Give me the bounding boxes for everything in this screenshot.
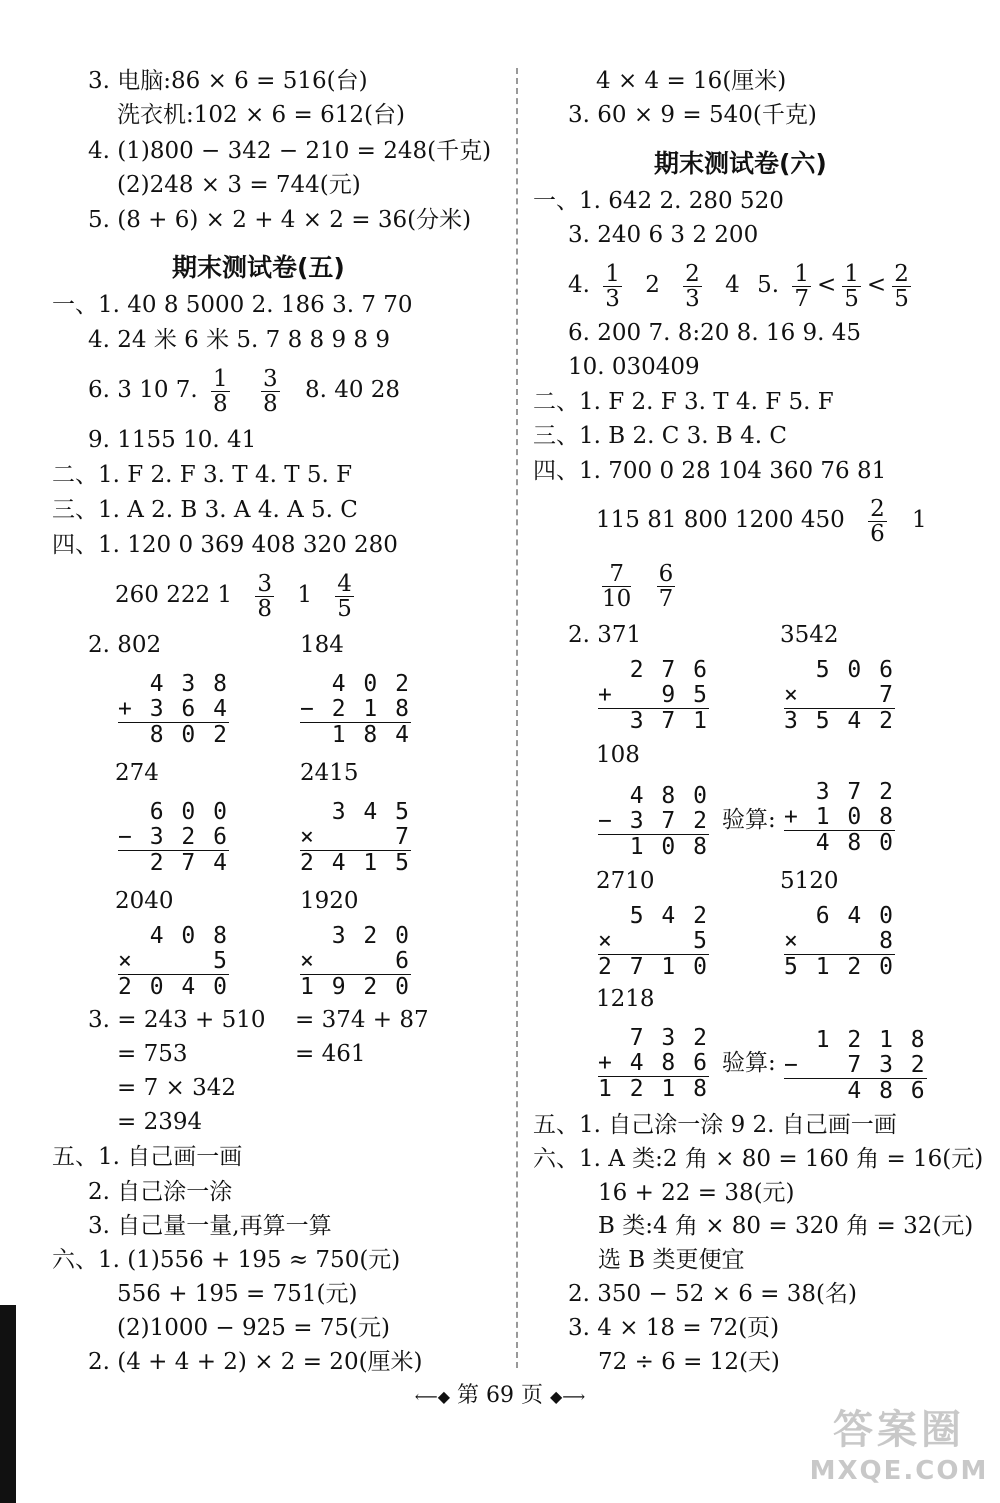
exam6-part1-e: 10. 030409: [568, 354, 700, 380]
numerator: 1: [794, 260, 809, 287]
exam5-part5-c: 3. 自己量一量,再算一算: [88, 1213, 332, 1239]
denominator: 3: [685, 285, 700, 312]
exam5-part1-a: 一、1. 40 8 5000 2. 186 3. 7 70: [52, 292, 413, 318]
exam6-part1-d: 6. 200 7. 8:20 8. 16 9. 45: [568, 320, 862, 346]
calc-row: 4 0 8: [118, 923, 229, 949]
result-label: 1920: [300, 888, 359, 914]
watermark-url: MXQE.COM: [809, 1456, 989, 1486]
watermark-logo: [804, 1405, 994, 1497]
fraction: [603, 262, 622, 311]
result-label: 2710: [596, 868, 655, 894]
exam5-q3-c: = 753: [117, 1041, 188, 1067]
exam6-part4-b-pre: 115 81 800 1200 450: [596, 507, 845, 533]
page-number: 第 69 页: [457, 1383, 543, 1408]
calc-row: 5 1 2 0: [784, 954, 895, 980]
numerator: 1: [605, 260, 620, 287]
calc-row: 3 7 1: [598, 708, 709, 734]
denominator: 10: [602, 585, 632, 612]
denominator: 5: [337, 595, 352, 622]
numerator: 3: [257, 570, 273, 597]
right-line-2: 3. 60 × 9 = 540(千克): [568, 102, 817, 128]
fraction: [211, 367, 230, 416]
calc-row: 7 3 2: [598, 1025, 709, 1051]
vertical-calc: [784, 780, 895, 856]
calc-row: − 3 7 2: [598, 808, 709, 834]
fraction: [842, 262, 861, 311]
exam5-q3-b: = 374 + 87: [295, 1007, 429, 1033]
numerator: 6: [658, 560, 674, 587]
calc-row: 6 0 0: [118, 799, 229, 825]
calc-row: 2 4 1 5: [300, 850, 411, 876]
calc-row: × 7: [300, 824, 411, 850]
check-label: 验算:: [722, 1050, 776, 1076]
exam5-part6-c: (2)1000 − 925 = 75(元): [117, 1315, 391, 1341]
calc-row: × 6: [300, 948, 411, 974]
calc-row: 4 0 2: [300, 671, 411, 697]
exam5-part5-a: 五、1. 自己画一画: [52, 1144, 243, 1170]
exam6-part5: 五、1. 自己涂一涂 9 2. 自己画一画: [533, 1112, 897, 1138]
calc-row: 3 2 0: [300, 923, 411, 949]
denominator: 7: [658, 585, 674, 612]
vertical-calc: [598, 784, 709, 860]
exam6-part1-c-pre: 4.: [568, 272, 590, 298]
left-line-4: (2)248 × 3 = 744(元): [117, 172, 361, 198]
exam5-q3-f: = 2394: [117, 1109, 203, 1135]
item-number: 5.: [757, 272, 780, 298]
exam5-part6-a: 六、1. (1)556 + 195 ≈ 750(元): [52, 1247, 401, 1273]
numerator: 1: [213, 365, 228, 392]
calc-row: 1 2 1 8: [784, 1027, 927, 1053]
exam5-part1-b: 4. 24 米 6 米 5. 7 8 8 9 8 9: [88, 327, 391, 353]
calc-row: + 1 0 8: [784, 804, 895, 830]
exam5-q2-label-a: 2. 802: [88, 632, 162, 658]
exam5-part4-b: [115, 565, 360, 625]
exam5-q3-e: = 7 × 342: [117, 1075, 237, 1101]
result-label: 5120: [780, 868, 839, 894]
calc-row: 4 8 0: [598, 783, 709, 809]
exam5-q3-d: = 461: [295, 1041, 366, 1067]
section-title-6: 期末测试卷(六): [654, 149, 827, 178]
arrow-left-icon: ⟵◆: [414, 1387, 450, 1406]
calc-row: + 3 6 4: [118, 696, 229, 722]
result-label: 2040: [115, 888, 174, 914]
exam5-q3-a: 3. = 243 + 510: [88, 1007, 266, 1033]
exam6-part1-c: [568, 255, 917, 315]
left-line-2: 洗衣机:102 × 6 = 612(台): [117, 102, 405, 128]
exam5-part4-b-pre: 260 222 1: [115, 582, 233, 608]
vertical-calc: [300, 924, 411, 1000]
calc-row: 2 7 4: [118, 850, 229, 876]
calc-row: 3 5 4 2: [784, 708, 895, 734]
exam5-part1-c: [88, 360, 400, 420]
calc-row: 5 0 6: [784, 657, 895, 683]
vertical-calc: [118, 800, 229, 876]
denominator: 5: [894, 285, 909, 312]
exam5-q2-label-b: 184: [300, 632, 344, 658]
exam6-q2-label-b: 3542: [780, 622, 839, 648]
fraction: [792, 262, 811, 311]
watermark-text: 答案圈: [833, 1407, 965, 1453]
denominator: 5: [844, 285, 859, 312]
exam6-part6-g: 72 ÷ 6 = 12(天): [598, 1349, 780, 1375]
exam6-part4-b: [596, 490, 927, 550]
exam5-part3: 三、1. A 2. B 3. A 4. A 5. C: [52, 497, 358, 523]
exam6-part6-d: 选 B 类更便宜: [598, 1247, 745, 1273]
calc-row: 6 4 0: [784, 903, 895, 929]
numerator: 3: [263, 365, 278, 392]
calc-row: × 7: [784, 682, 895, 708]
numerator: 2: [685, 260, 700, 287]
fraction: [892, 262, 911, 311]
exam6-part6-c: B 类:4 角 × 80 = 320 角 = 32(元): [598, 1213, 974, 1239]
calc-row: 1 0 8: [598, 834, 709, 860]
calc-row: − 2 1 8: [300, 696, 411, 722]
fraction: [261, 367, 280, 416]
check-label: 验算:: [722, 807, 776, 833]
denominator: 8: [257, 595, 273, 622]
exam5-part4-a: 四、1. 120 0 369 408 320 280: [52, 532, 398, 558]
exam6-part1-b: 3. 240 6 3 2 200: [568, 222, 759, 248]
denominator: 7: [794, 285, 809, 312]
denominator: 8: [213, 390, 228, 417]
denominator: 6: [870, 520, 885, 547]
exam6-q2-label-a: 2. 371: [568, 622, 642, 648]
vertical-calc: [598, 1026, 709, 1102]
vertical-calc: [784, 1028, 927, 1104]
margin-bar: [0, 1305, 16, 1503]
numerator: 7: [602, 562, 631, 587]
calc-row: 2 7 6: [598, 657, 709, 683]
calc-row: 3 7 2: [784, 779, 895, 805]
exam6-part4-c: [596, 555, 681, 615]
exam6-part6-f: 3. 4 × 18 = 72(页): [568, 1315, 780, 1341]
exam5-part6-d: 2. (4 + 4 + 2) × 2 = 20(厘米): [88, 1349, 423, 1375]
vertical-calc: [118, 672, 229, 748]
calc-row: + 9 5: [598, 682, 709, 708]
numerator: 4: [337, 570, 352, 597]
calc-row: − 7 3 2: [784, 1052, 927, 1078]
vertical-calc: [118, 924, 229, 1000]
exam6-part4-b-post: 1: [912, 507, 927, 533]
calc-row: 4 8 6: [784, 1078, 927, 1104]
left-line-1: 3. 电脑:86 × 6 = 516(台): [88, 68, 368, 94]
calc-row: 5 4 2: [598, 903, 709, 929]
result-label: 274: [115, 760, 159, 786]
vertical-calc: [598, 658, 709, 734]
less-than: <: [816, 272, 837, 298]
calc-row: 1 2 1 8: [598, 1076, 709, 1102]
fraction: [255, 572, 274, 621]
exam5-part2: 二、1. F 2. F 3. T 4. T 5. F: [52, 462, 353, 488]
column-divider: [516, 68, 518, 1368]
denominator: 8: [263, 390, 278, 417]
calc-row: 1 8 4: [300, 722, 411, 748]
fraction: [602, 562, 631, 611]
result-label: 2415: [300, 760, 359, 786]
exam5-part1-c-pre: 6. 3 10 7.: [88, 377, 198, 403]
right-line-1: 4 × 4 = 16(厘米): [596, 68, 787, 94]
exam5-part1-d: 9. 1155 10. 41: [88, 427, 257, 453]
numerator: 2: [870, 495, 885, 522]
calc-row: × 8: [784, 928, 895, 954]
vertical-calc: [784, 904, 895, 980]
exam6-part1-a: 一、1. 642 2. 280 520: [533, 188, 784, 214]
result-label: 108: [596, 742, 640, 768]
calc-row: 1 9 2 0: [300, 974, 411, 1000]
section-title-5: 期末测试卷(五): [172, 253, 345, 282]
calc-row: + 4 8 6: [598, 1050, 709, 1076]
exam6-part3: 三、1. B 2. C 3. B 4. C: [533, 423, 787, 449]
calc-row: 2 7 1 0: [598, 954, 709, 980]
calc-row: 4 8 0: [784, 830, 895, 856]
calc-row: × 5: [118, 948, 229, 974]
numerator: 1: [844, 260, 859, 287]
calc-row: 4 3 8: [118, 671, 229, 697]
fraction: [868, 497, 887, 546]
left-line-5: 5. (8 + 6) × 2 + 4 × 2 = 36(分米): [88, 207, 472, 233]
calc-row: 3 4 5: [300, 799, 411, 825]
vertical-calc: [300, 800, 411, 876]
arrow-right-icon: ◆⟶: [549, 1387, 586, 1406]
numerator: 2: [894, 260, 909, 287]
exam5-part1-c-post: 8. 40 28: [304, 377, 401, 403]
calc-row: × 5: [598, 928, 709, 954]
exam6-part4-a: 四、1. 700 0 28 104 360 76 81: [533, 458, 887, 484]
exam5-part5-b: 2. 自己涂一涂: [88, 1179, 233, 1205]
calc-row: 2 0 4 0: [118, 974, 229, 1000]
value: 4: [725, 272, 740, 298]
fraction: [335, 572, 354, 621]
denominator: 3: [605, 285, 620, 312]
exam6-part6-e: 2. 350 − 52 × 6 = 38(名): [568, 1281, 857, 1307]
fraction: [657, 562, 676, 611]
result-label: 1218: [596, 986, 655, 1012]
exam6-part2: 二、1. F 2. F 3. T 4. F 5. F: [533, 389, 834, 415]
exam5-part4-b-mid: 1: [297, 582, 312, 608]
vertical-calc: [784, 658, 895, 734]
calc-row: − 3 2 6: [118, 824, 229, 850]
value: 2: [645, 272, 660, 298]
vertical-calc: [598, 904, 709, 980]
fraction: [683, 262, 702, 311]
calc-row: 8 0 2: [118, 722, 229, 748]
vertical-calc: [300, 672, 411, 748]
exam5-part6-b: 556 + 195 = 751(元): [117, 1281, 358, 1307]
exam6-part6-a: 六、1. A 类:2 角 × 80 = 160 角 = 16(元): [533, 1146, 984, 1172]
exam6-part6-b: 16 + 22 = 38(元): [598, 1180, 795, 1206]
less-than: <: [866, 272, 887, 298]
left-line-3: 4. (1)800 − 342 − 210 = 248(千克): [88, 138, 492, 164]
